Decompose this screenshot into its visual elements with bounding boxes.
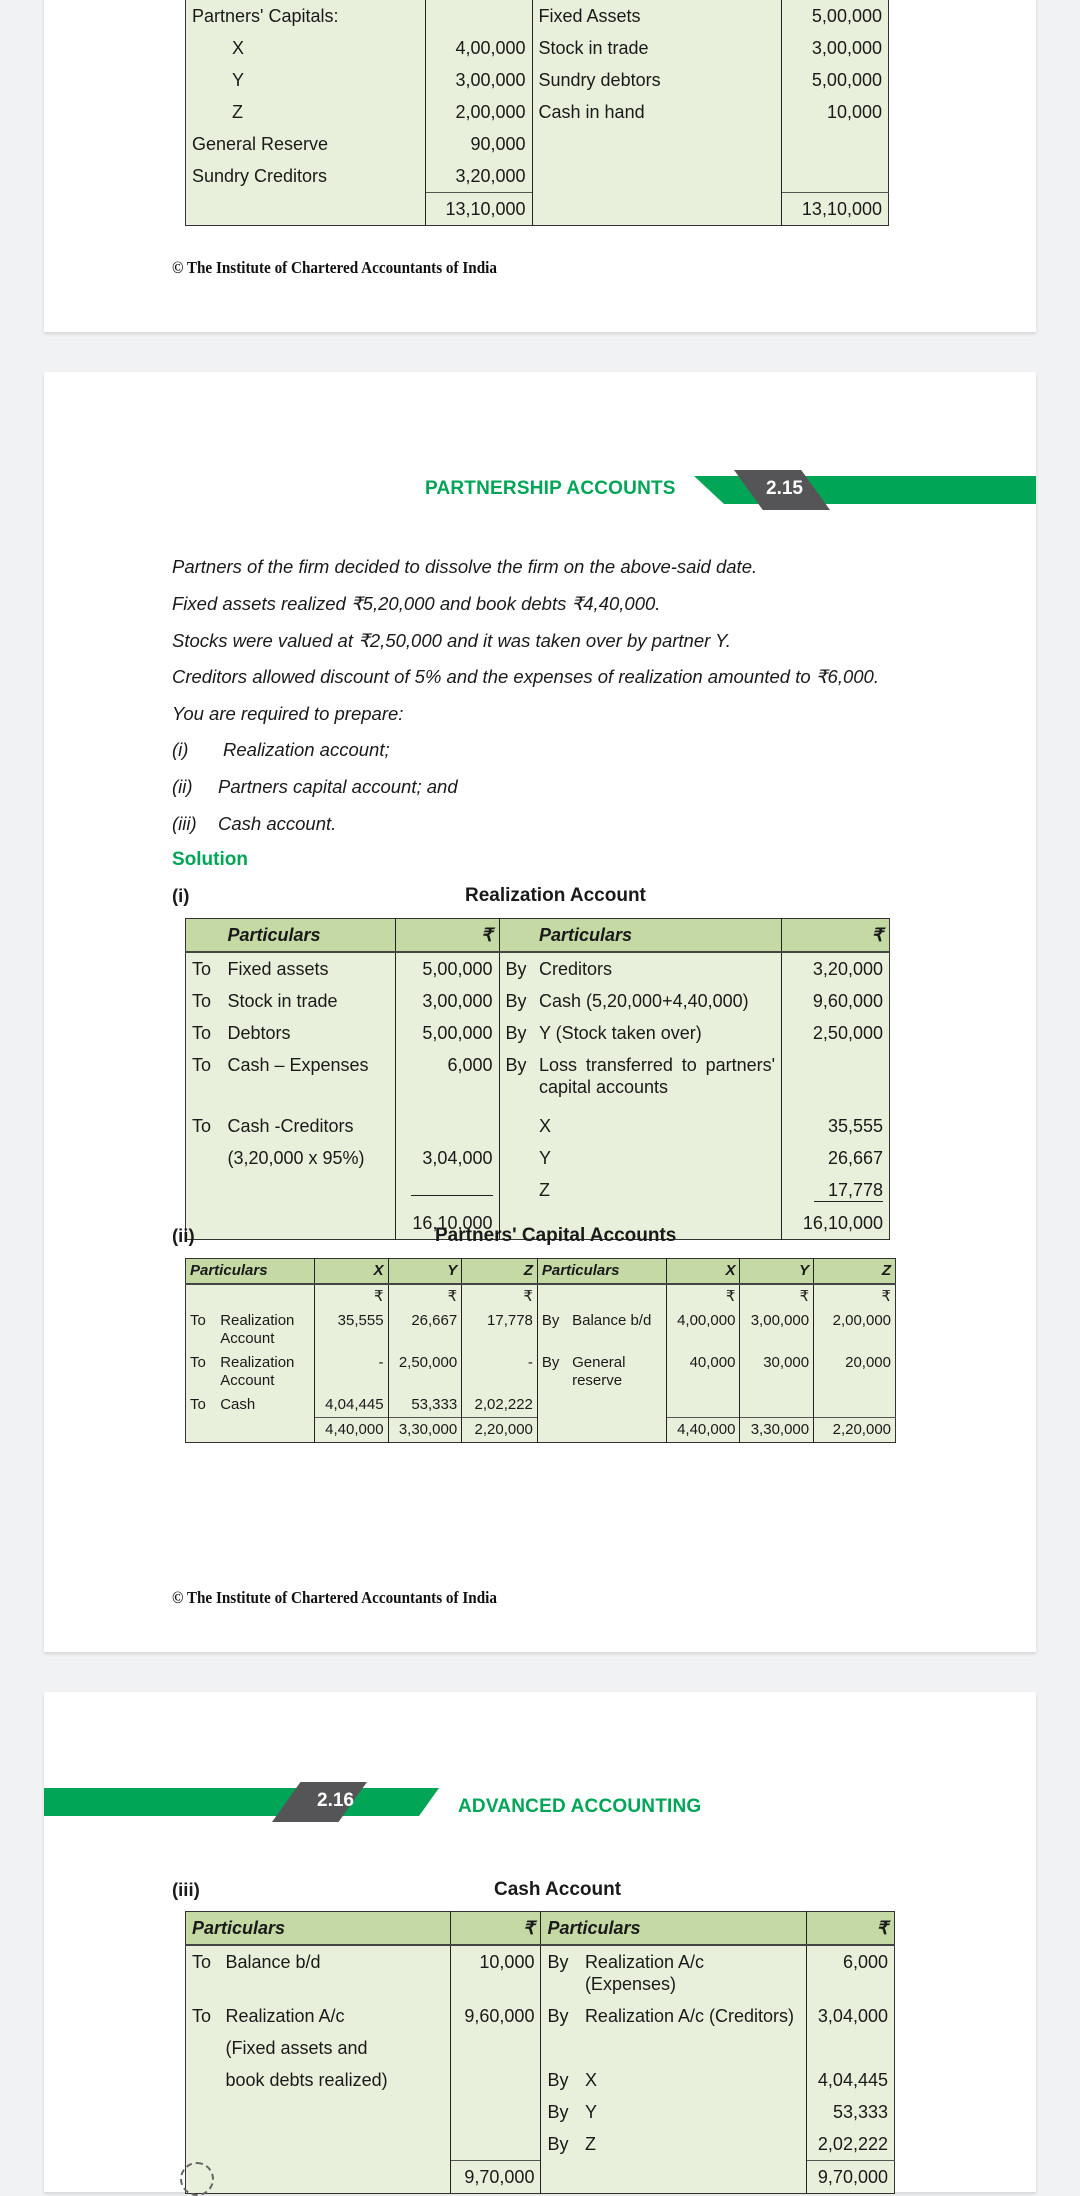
col-y: Y (740, 1259, 814, 1285)
table-title: Partners' Capital Accounts (435, 1225, 677, 1246)
total-y: 3,30,000 (388, 1418, 462, 1443)
seal-icon (180, 2162, 214, 2196)
header-row (186, 919, 890, 953)
col-particulars: Particulars (221, 919, 395, 953)
table-row: To Realization A/c 9,60,000 By Realization A/c (Creditors) 3,04,000 (186, 2000, 895, 2032)
table-row: To Balance b/d 10,000 By Realization A/c (Expenses) 6,000 (186, 1945, 895, 2000)
requirement-num: (i) (172, 739, 189, 760)
header-row (186, 1912, 895, 1946)
col-particulars: Particulars (186, 1259, 315, 1285)
table-row (186, 64, 889, 96)
table-row: (Fixed assets and (186, 2032, 895, 2064)
copyright-footer: © The Institute of Chartered Accountants of India (172, 1588, 497, 1607)
table-row (186, 128, 889, 160)
document-page-2 (44, 372, 1036, 1652)
liability-amount: 4,00,000 (425, 32, 532, 64)
asset-amount: 5,00,000 (782, 64, 889, 96)
total-x: 4,40,000 (666, 1418, 740, 1443)
page-number: 2.16 (317, 1790, 354, 1811)
total-row (186, 2161, 895, 2194)
debit-total: 16,10,000 (395, 1207, 499, 1240)
credit-total: 16,10,000 (782, 1207, 890, 1240)
col-particulars: Particulars (533, 919, 782, 953)
liability-amount: 2,00,000 (425, 96, 532, 128)
table-row: To Cash 4,04,445 53,333 2,02,222 (186, 1393, 896, 1418)
green-band-shape (44, 1788, 439, 1816)
table-row (186, 160, 889, 193)
table-title: Cash Account (494, 1879, 622, 1900)
document-page-1 (44, 0, 1036, 332)
document-page-3 (44, 1692, 1036, 2192)
table-row: (3,20,000 x 95%) 3,04,000 Y 26,667 (186, 1142, 890, 1174)
asset-label: Stock in trade (532, 32, 782, 64)
partners-capital-table (185, 1258, 896, 1443)
liability-label: Y (232, 70, 245, 90)
asset-label: Sundry debtors (532, 64, 782, 96)
liability-amount (425, 0, 532, 32)
requirement-text: Realization account; (223, 739, 390, 760)
table-row: Z 17,778 (186, 1174, 890, 1207)
requirement-num: (iii) (172, 813, 197, 834)
total-row (186, 1418, 896, 1443)
total-z: 2,20,000 (462, 1418, 538, 1443)
table-row (186, 32, 889, 64)
header-row (186, 1259, 896, 1285)
liability-label: Sundry Creditors (192, 166, 328, 186)
page-number: 2.15 (766, 478, 803, 499)
table-row: To Stock in trade 3,00,000 By Cash (5,20,000+4,40,000) 9,60,000 (186, 985, 890, 1017)
col-particulars: Particulars (186, 1912, 451, 1946)
credit-total: 9,70,000 (806, 2161, 894, 2194)
question-line: Stocks were valued at ₹2,50,000 and it was taken over by partner Y. (172, 630, 731, 651)
col-rupee: ₹ (450, 1912, 541, 1946)
section-label: (iii) (172, 1879, 200, 1900)
asset-total: 13,10,000 (782, 193, 889, 226)
page-number-band (694, 474, 1036, 506)
requirement-num: (ii) (172, 776, 193, 797)
table-row: By Y 53,333 (186, 2096, 895, 2128)
question-line: Creditors allowed discount of 5% and the expenses of realization amounted to ₹6,000. (172, 666, 879, 687)
asset-label: Cash in hand (532, 96, 782, 128)
liability-label: General Reserve (192, 134, 329, 154)
section-label: (i) (172, 885, 190, 906)
col-particulars: Particulars (537, 1259, 666, 1285)
liability-amount: 90,000 (425, 128, 532, 160)
table-row: To Fixed assets 5,00,000 By Creditors 3,20,000 (186, 952, 890, 985)
question-line: Partners of the firm decided to dissolve the firm on the above-said date. (172, 556, 758, 577)
col-z: Z (462, 1259, 538, 1285)
asset-amount: 3,00,000 (782, 32, 889, 64)
requirement-text: Cash account. (218, 813, 337, 834)
question-line: You are required to prepare: (172, 703, 404, 724)
copyright-footer: © The Institute of Chartered Accountants of India (172, 258, 497, 277)
cash-account-table (185, 1911, 895, 2194)
liability-label: X (232, 38, 245, 58)
asset-label: Fixed Assets (532, 0, 782, 32)
col-rupee: ₹ (395, 919, 499, 953)
asset-amount: 10,000 (782, 96, 889, 128)
liability-amount: 3,20,000 (425, 160, 532, 193)
balance-sheet-table (185, 0, 889, 226)
col-y: Y (388, 1259, 462, 1285)
requirement-text: Partners capital account; and (218, 776, 458, 797)
total-x: 4,40,000 (314, 1418, 388, 1443)
table-row: By Z 2,02,222 (186, 2128, 895, 2161)
page-number-band (44, 1782, 439, 1822)
col-x: X (314, 1259, 388, 1285)
table-row (186, 96, 889, 128)
liability-label: Z (232, 102, 243, 122)
col-rupee: ₹ (782, 919, 890, 953)
solution-heading: Solution (172, 849, 248, 870)
asset-amount: 5,00,000 (782, 0, 889, 32)
total-z: 2,20,000 (814, 1418, 896, 1443)
total-row (186, 193, 889, 226)
liability-amount: 3,00,000 (425, 64, 532, 96)
question-line: Fixed assets realized ₹5,20,000 and book debts ₹4,40,000. (172, 593, 661, 614)
col-x: X (666, 1259, 740, 1285)
running-header-title: PARTNERSHIP ACCOUNTS (425, 478, 676, 499)
col-particulars: Particulars (541, 1912, 807, 1946)
underline-rule (411, 1182, 493, 1196)
rupee-row: ₹ ₹ ₹ ₹ ₹ ₹ (186, 1284, 896, 1309)
section-label: (ii) (172, 1225, 195, 1246)
debit-total: 9,70,000 (450, 2161, 541, 2194)
liability-total: 13,10,000 (425, 193, 532, 226)
table-row: To Realization Account 35,555 26,667 17,778 By Balance b/d 4,00,000 3,00,000 2,00,000 (186, 1309, 896, 1351)
table-row (186, 0, 889, 32)
col-rupee: ₹ (806, 1912, 894, 1946)
table-row: To Debtors 5,00,000 By Y (Stock taken over) 2,50,000 (186, 1017, 890, 1049)
table-row: book debts realized) By X 4,04,445 (186, 2064, 895, 2096)
table-row: To Cash -Creditors X 35,555 (186, 1110, 890, 1142)
col-z: Z (814, 1259, 896, 1285)
liability-label: Partners' Capitals: (192, 6, 339, 26)
table-row: To Cash – Expenses 6,000 By Loss transferred to partners' capital accounts (186, 1049, 890, 1110)
realization-account-table (185, 918, 890, 1240)
total-y: 3,30,000 (740, 1418, 814, 1443)
running-header-title: ADVANCED ACCOUNTING (458, 1796, 702, 1817)
table-row: To Realization Account - 2,50,000 - By General reserve 40,000 30,000 20,000 (186, 1351, 896, 1393)
table-title: Realization Account (465, 885, 646, 906)
